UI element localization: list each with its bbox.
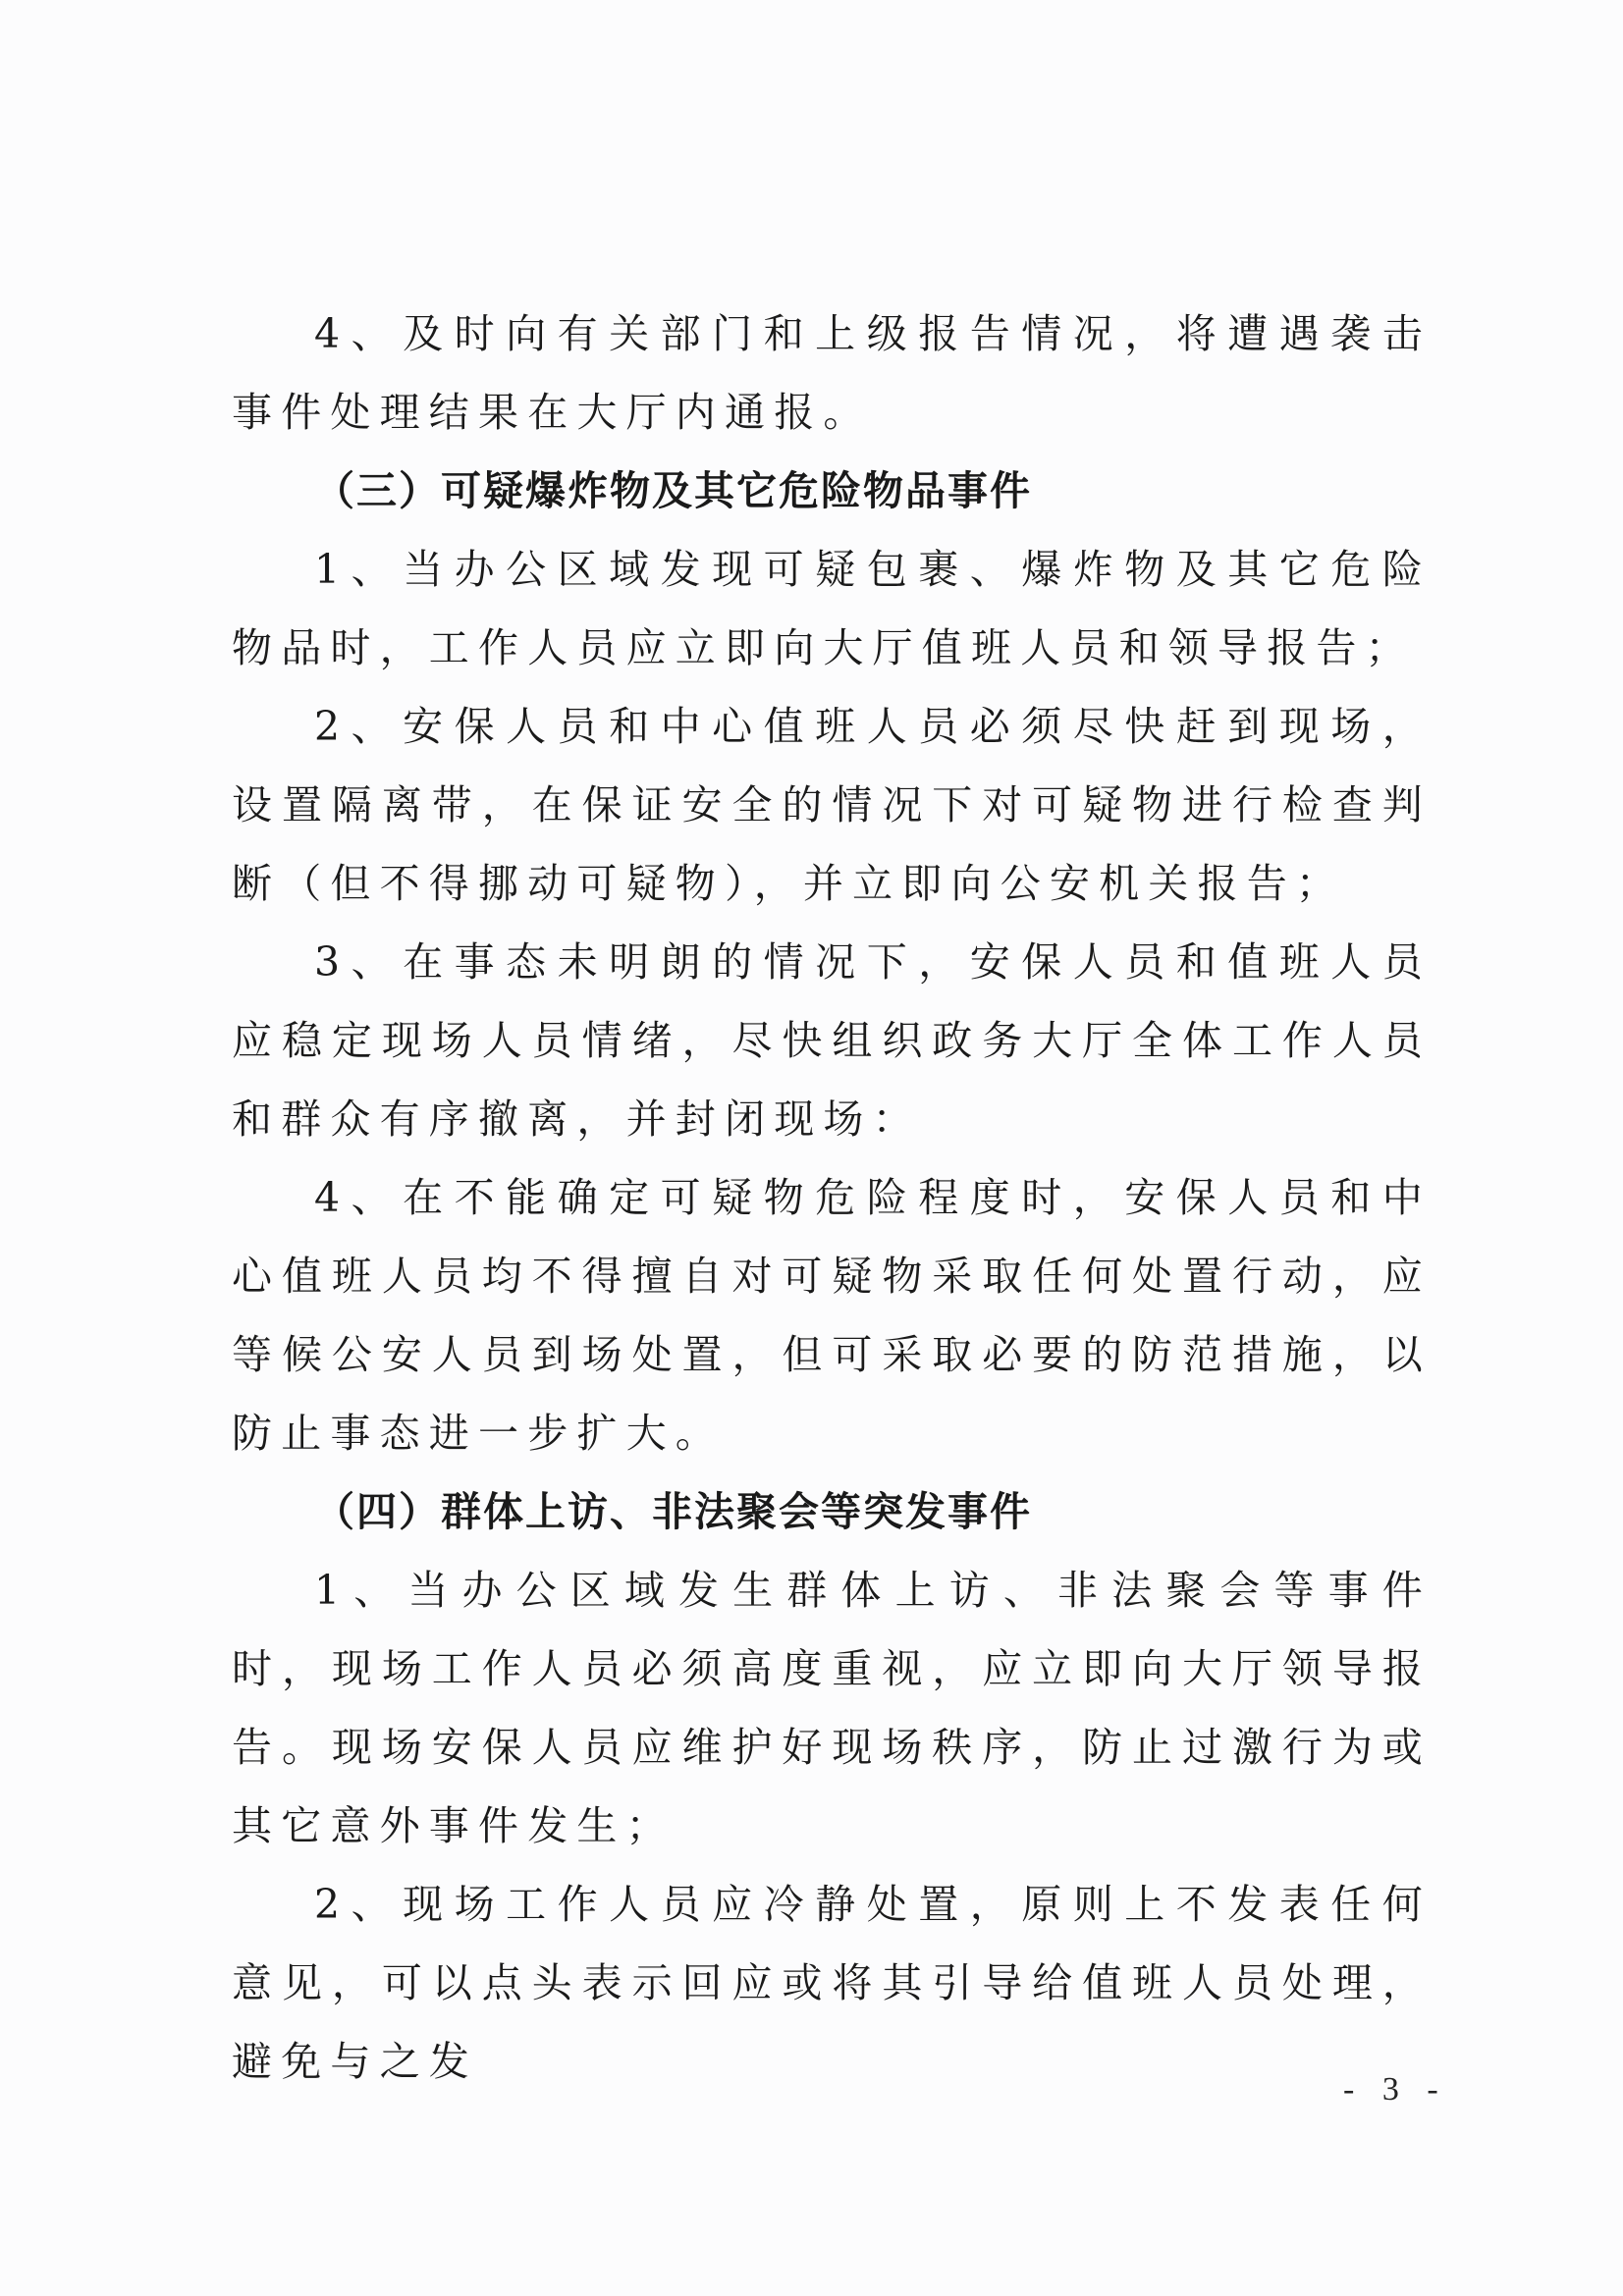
- paragraph-item-1-mass-event: 1、当办公区域发生群体上访、非法聚会等事件时，现场工作人员必须高度重视，应立即向大厅领导报告。现场安保人员应维护好现场秩序，防止过激行为或其它意外事件发生；: [232, 1567, 1432, 1849]
- page-number: - 3 -: [1343, 2071, 1448, 2108]
- paragraph-item-2-isolation: 2、安保人员和中心值班人员必须尽快赶到现场，设置隔离带，在保证安全的情况下对可疑物进行检查判断（但不得挪动可疑物），并立即向公安机关报告；: [232, 703, 1432, 907]
- paragraph-item-3-evacuation: 3、在事态未明朗的情况下，安保人员和值班人员应稳定现场人员情绪，尽快组织政务大厅全体工作人员和群众有序撤离，并封闭现场：: [232, 938, 1432, 1143]
- paragraph-item-2-calm-handling: 2、现场工作人员应冷静处置，原则上不发表任何意见，可以点头表示回应或将其引导给值班人员处理，避免与之发: [232, 1881, 1432, 2085]
- section-heading-3-explosives: （三）可疑爆炸物及其它危险物品事件: [314, 467, 1032, 514]
- document-body: [232, 294, 1432, 2101]
- section-heading-4-mass-petition: （四）群体上访、非法聚会等突发事件: [314, 1488, 1032, 1535]
- paragraph-item-1-suspicious-package: 1、当办公区域发现可疑包裹、爆炸物及其它危险物品时，工作人员应立即向大厅值班人员和领导报告；: [232, 546, 1432, 671]
- paragraph-item-4-report: 4、及时向有关部门和上级报告情况，将遭遇袭击事件处理结果在大厅内通报。: [232, 310, 1432, 436]
- paragraph-item-4-wait-police: 4、在不能确定可疑物危险程度时，安保人员和中心值班人员均不得擅自对可疑物采取任何处置行动，应等候公安人员到场处置，但可采取必要的防范措施，以防止事态进一步扩大。: [232, 1174, 1432, 1457]
